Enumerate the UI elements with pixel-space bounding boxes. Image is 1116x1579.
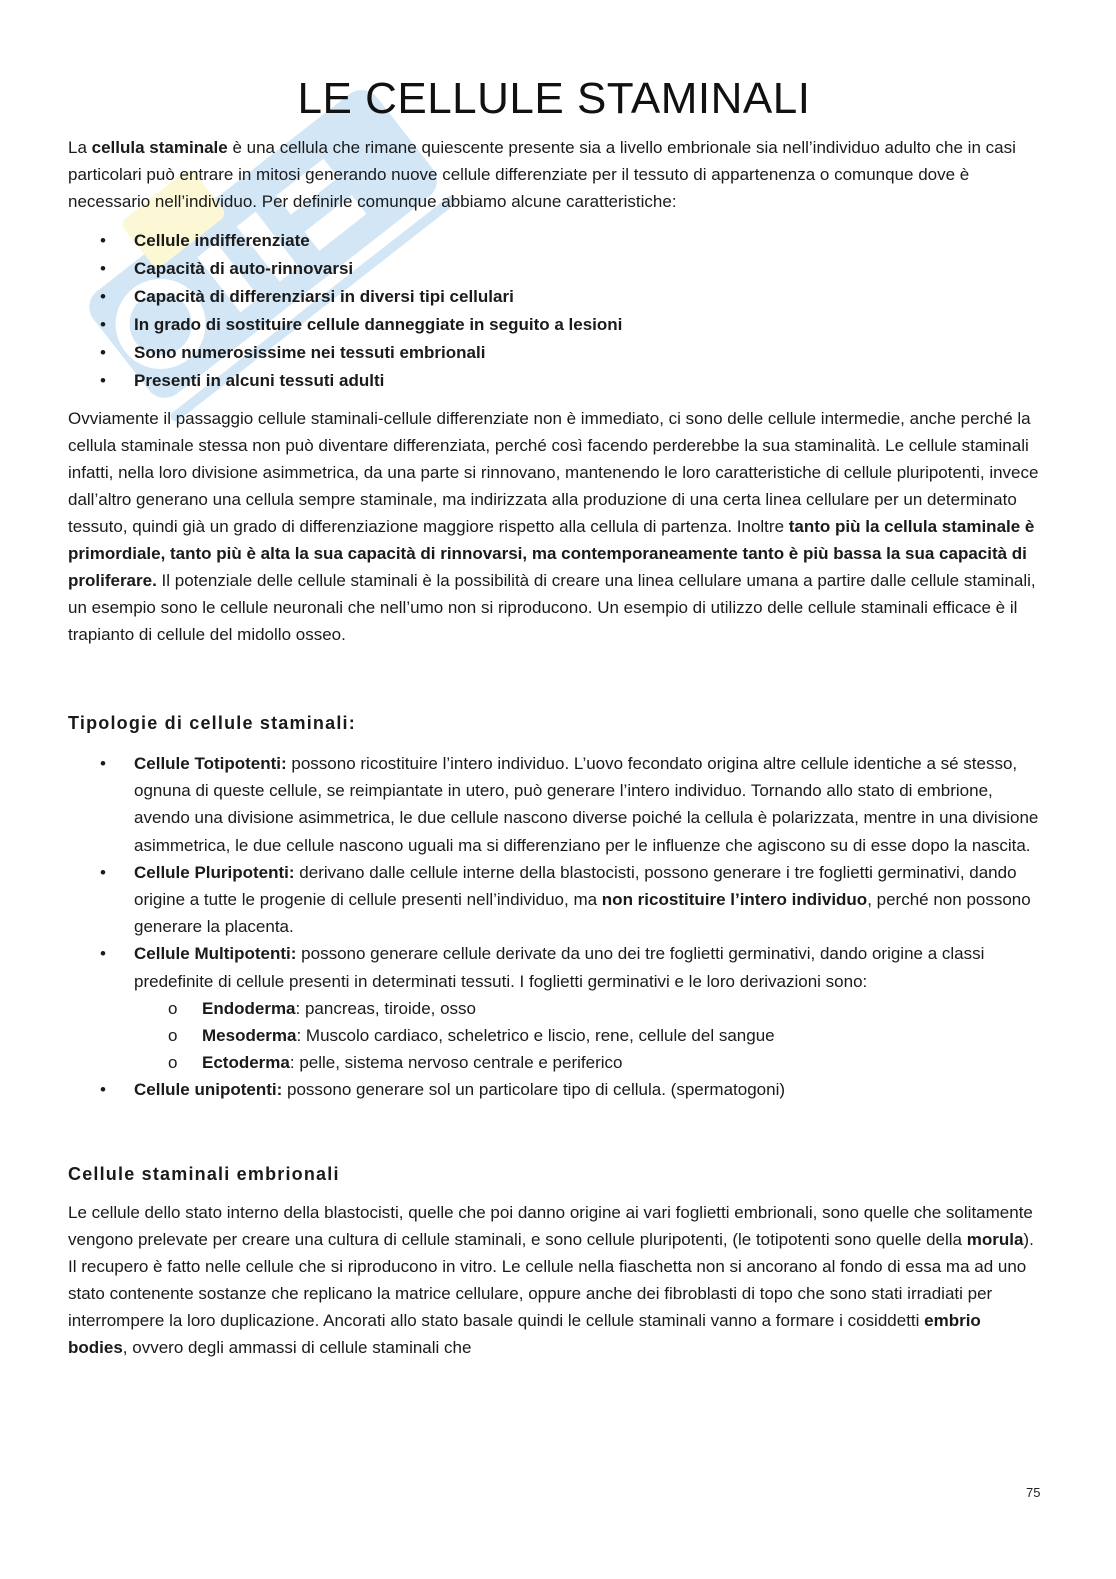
list-item-text: In grado di sostituire cellule danneggiate in seguito a lesioni — [134, 315, 623, 334]
sub-list-item — [134, 1022, 1040, 1049]
intro-text-2: è una cellula che rimane quiescente presente sia a livello embrionale sia nell’individuo adulto che in casi particolari può entrare in mitosi generando nuove cellule differenziate per il tessuto di appartenenza o comunque dove è necessario nell’individuo. Per definirle comunque abbiamo alcune caratteristiche: — [68, 138, 1016, 211]
paragraph3-bold-2: embrio bodies — [68, 1311, 981, 1358]
list-item-text: Capacità di differenziarsi in diversi tipi cellulari — [134, 287, 514, 306]
type-text: , perché non possono generare la placenta. — [134, 890, 1031, 937]
circle-bullet-icon: o — [168, 1052, 178, 1072]
list-item — [68, 339, 1040, 367]
circle-bullet-icon: o — [168, 1025, 178, 1045]
list-item-text: Capacità di auto-rinnovarsi — [134, 259, 354, 278]
bullet-icon: • — [100, 862, 106, 882]
paragraph2-text-1: Ovviamente il passaggio cellule staminali-cellule differenziate non è immediato, ci sono delle cellule intermedie, anche perché la cellula staminale stessa non può diventare differenziata, perché così facendo perderebbe la sua staminalità. Le cellule staminali infatti, nella loro divisione asimmetrica, da una parte si rinnovano, mantenendo le loro caratteristiche di cellule pluripotenti, invece dall’altro generano una cellula sempre staminale, ma indirizzata alla produzione di una certa linea cellulare per un determinato tessuto, quindi già un grado di differenziazione maggiore rispetto alla cellula di partenza. Inoltre — [68, 409, 1039, 536]
section-heading-embrionali: Cellule staminali embrionali — [68, 1164, 340, 1185]
types-list — [68, 750, 1040, 1103]
circle-bullet-icon: o — [168, 998, 178, 1018]
list-item — [68, 367, 1040, 395]
list-item-totipotenti — [68, 750, 1040, 859]
germ-layers-list — [134, 995, 1040, 1076]
intro-bold-term: cellula staminale — [91, 138, 228, 157]
sub-list-item — [134, 995, 1040, 1022]
type-text: derivano dalle cellule interne della blastocisti, possono generare i tre foglietti germinativi, dando origine a tutte le progenie di cellule presenti nell’individuo, ma — [134, 862, 1017, 910]
sub-item-label: Ectoderma — [202, 1052, 290, 1072]
type-label: Cellule Pluripotenti: — [134, 862, 295, 882]
bullet-icon: • — [100, 287, 106, 306]
sub-item-label: Endoderma — [202, 998, 296, 1018]
list-item-pluripotenti — [68, 859, 1040, 941]
paragraph3-bold-1: morula — [966, 1230, 1024, 1250]
bullet-icon: • — [100, 259, 106, 278]
bullet-icon: • — [100, 944, 106, 964]
type-label: Cellule Multipotenti: — [134, 944, 297, 964]
document-content — [68, 70, 1040, 1361]
sub-item-text: : pelle, sistema nervoso centrale e periferico — [289, 1052, 623, 1072]
paragraph3-text-1: Le cellule dello stato interno della blastocisti, quelle che poi danno origine ai vari foglietti embrionali, sono quelle che solitamente vengono prelevate per creare una cultura di cellule staminali, e sono cellule pluripotenti, (le totipotenti sono quelle della — [68, 1203, 1033, 1250]
type-text: possono ricostituire l’intero individuo. L’uovo fecondato origina altre cellule identiche a sé stesso, ognuna di queste cellule, se reimpiantate in utero, può generare l’intero individuo. Tornando allo stato di embrione, avendo una divisione asimmetrica, le due cellule nascono diverse poiché la cellula è polarizzata, mentre in una divisione asimmetrica, le due cellule nascono uguali ma si differenziano per le influenze che agiscono su di esse dopo la nascita. — [134, 754, 1039, 855]
list-item-multipotenti — [68, 940, 1040, 1075]
bullet-icon: • — [100, 231, 106, 250]
type-label: Cellule Totipotenti: — [134, 754, 287, 773]
sub-list-item — [134, 1049, 1040, 1076]
body-paragraph-2 — [68, 405, 1040, 648]
intro-text-1: La — [68, 138, 92, 157]
type-label: Cellule unipotenti: — [134, 1079, 283, 1099]
paragraph2-bold: tanto più la cellula staminale è primordiale, tanto più è alta la sua capacità di rinnovarsi, ma contemporaneamente tanto è più bassa la sua capacità di proliferare. — [68, 517, 1035, 590]
list-item-text: Sono numerosissime nei tessuti embrionali — [134, 343, 486, 362]
type-bold-text: non ricostituire l’intero individuo — [601, 890, 868, 910]
page-title: LE CELLULE STAMINALI — [297, 74, 811, 123]
bullet-icon: • — [100, 315, 106, 334]
paragraph2-text-2: Il potenziale delle cellule staminali è la possibilità di creare una linea cellulare umana a partire dalle cellule staminali, un esempio sono le cellule neuronali che nell’umo non si riproducono. Un esempio di utilizzo delle cellule staminali efficace è il trapianto di cellule del midollo osseo. — [68, 571, 1036, 644]
page-number: 75 — [1026, 1485, 1041, 1500]
bullet-icon: • — [100, 1079, 106, 1099]
body-paragraph-3 — [68, 1199, 1040, 1361]
list-item — [68, 311, 1040, 339]
section-heading-tipologie: Tipologie di cellule staminali: — [68, 713, 356, 733]
list-item — [68, 227, 1040, 255]
bullet-icon: • — [100, 371, 106, 390]
sub-item-label: Mesoderma — [202, 1025, 297, 1045]
type-text: possono generare sol un particolare tipo di cellula. (spermatogoni) — [282, 1079, 786, 1099]
intro-paragraph — [68, 134, 1040, 215]
characteristics-list — [68, 227, 1040, 395]
bullet-icon: • — [100, 343, 106, 362]
sub-item-text: : Muscolo cardiaco, scheletrico e liscio, rene, cellule del sangue — [296, 1025, 775, 1045]
list-item-text: Presenti in alcuni tessuti adulti — [134, 371, 385, 390]
list-item — [68, 255, 1040, 283]
list-item — [68, 283, 1040, 311]
paragraph3-text-3: , ovvero degli ammassi di cellule staminali che — [122, 1338, 472, 1358]
type-text: possono generare cellule derivate da uno dei tre foglietti germinativi, dando origine a classi predefinite di cellule presenti in determinati tessuti. I foglietti germinativi e le loro derivazioni sono: — [134, 944, 985, 991]
bullet-icon: • — [100, 754, 106, 773]
paragraph3-text-2: ). Il recupero è fatto nelle cellule che si riproducono in vitro. Le cellule nella fiaschetta non si ancorano al fondo di essa ma ad uno stato contenente sostanze che replicano la matrice cellulare, oppure anche dei fibroblasti di topo che sono stati irradiati per interrompere la loro duplicazione. Ancorati allo stato basale quindi le cellule staminali vanno a formare i cosiddetti — [68, 1230, 1034, 1331]
sub-item-text: : pancreas, tiroide, osso — [295, 998, 477, 1018]
list-item-unipotenti — [68, 1076, 1040, 1103]
list-item-text: Cellule indifferenziate — [134, 231, 310, 250]
